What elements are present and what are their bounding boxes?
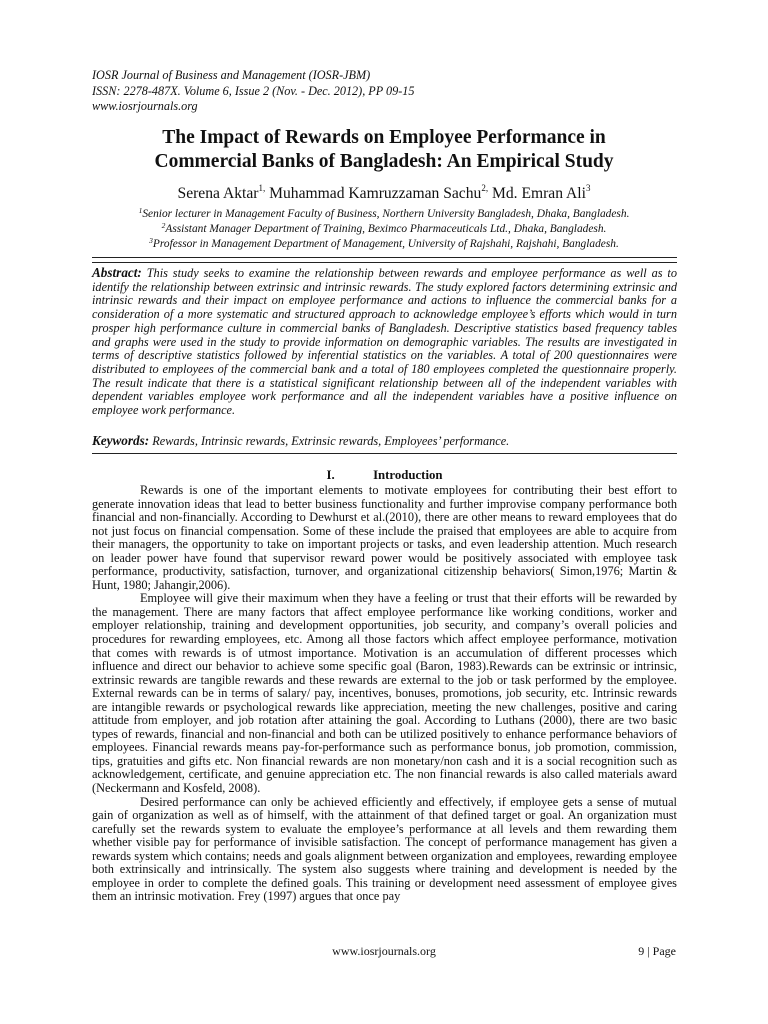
journal-header — [92, 68, 692, 115]
paper-title — [84, 126, 684, 174]
author-sup: 1, — [258, 183, 266, 193]
keywords-rule — [92, 453, 677, 454]
abstract — [92, 266, 677, 418]
author-sup: 2, — [481, 183, 489, 193]
journal-name: IOSR Journal of Business and Management (IOSR-JBM) — [92, 68, 371, 82]
affiliation-line — [84, 222, 684, 237]
affiliation-sup: 1 — [138, 206, 143, 215]
author-name: Serena Aktar — [177, 185, 259, 202]
abstract-top-rule — [92, 257, 677, 258]
body-text — [92, 484, 677, 904]
affiliation-sup: 3 — [149, 235, 153, 245]
section-title: Introduction — [373, 468, 443, 482]
author-list — [84, 184, 684, 204]
paragraph: Employee will give their maximum when they have a feeling or trust that their efforts will be rewarded by the management. There are many factors that affect employee performance like working conditions, worker and employer relationship, training and development opportunities, job security, and company’s overall policies and procedures for rewarding employees, etc. Among all those factors which affect employee performance, motivation that comes with rewards is of utmost importance. Motivation is an accumulation of different processes which influence and direct our behavior to achieve some specific goal (Baron, 1983).Rewards can be extrinsic or intrinsic, extrinsic rewards are tangible rewards and these rewards are external to the job or task performed by the employee. External rewards can be in terms of salary/ pay, incentives, bonuses, promotions, job security, etc. Intrinsic rewards are intangible rewards or psychological rewards like appreciation, meeting the new challenges, positive and caring attitude from employer, and job rotation after attaining the goal. According to Luthans (2000), there are two basic types of rewards, financial and non-financial and both can be utilized positively to enhance performance behaviors of employees. Financial rewards means pay-for-performance such as performance bonus, job promotion, commission, tips, gratuities and gifts etc. Non financial rewards are non monetary/non cash and it is a social recognition such as acknowledgement, certificate, and genuine appreciation etc. The non financial rewards is also called materials award (Neckermann and Kosfeld, 2008). — [92, 591, 677, 796]
affiliation-sup: 2 — [161, 220, 166, 230]
author-name: Muhammad Kamruzzaman Sachu — [269, 185, 482, 202]
abstract-top-rule-inner — [92, 262, 677, 263]
author-sup: 3 — [585, 183, 591, 193]
affiliation-text: Assistant Manager Department of Training, Beximco Pharmaceuticals Ltd., Dhaka, Bangladesh. — [165, 222, 607, 235]
keywords — [92, 434, 677, 448]
title-line-1: The Impact of Rewards on Employee Performance in — [162, 127, 606, 148]
affiliations — [84, 207, 684, 251]
journal-website: www.iosrjournals.org — [92, 99, 198, 113]
paragraph: Rewards is one of the important elements to motivate employees for contributing their best effort to generate innovation ideas that lead to better business functionality and further improvise company performance both financial and non-financially. According to Dewhurst et al.(2010), there are other means to reward employees that do not just focus on financial compensation. Some of these include the praised that employees are able to acquire from their managers, the opportunity to take on important projects or tasks, and even leadership attention. Much research on leader power have found that supervisor reward power would be positively associated with employee task performance, productivity, satisfaction, turnover, and organizational citizenship behaviors( Simon,1976; Martin & Hunt, 1980; Jahangir,2006). — [92, 483, 677, 592]
section-heading — [92, 467, 677, 483]
footer-url: www.iosrjournals.org — [332, 944, 436, 958]
affiliation-line — [84, 207, 684, 222]
title-line-2: Commercial Banks of Bangladesh: An Empirical Study — [154, 151, 614, 172]
footer-page-number: 9 | Page — [638, 944, 676, 958]
abstract-label: Abstract: — [92, 265, 142, 280]
keywords-text: Rewards, Intrinsic rewards, Extrinsic rewards, Employees’ performance. — [152, 434, 510, 448]
author-name: Md. Emran Ali — [491, 185, 586, 202]
paragraph: Desired performance can only be achieved efficiently and effectively, if employee gets a sense of mutual gain of organization as well as of himself, with the attainment of that defined target or goal. An organization must carefully set the rewards system to evaluate the employee’s performance at all levels and them rewarding them whether visible pay for performance of invisible satisfaction. The concept of performance management has given a rewards system which contains; needs and goals alignment between organization and employees, rewarding employee both extrinsically and intrinsically. The system also suggests where training and development is needed by the employee in order to complete the defined goals. This training or development need assessment of employee gives them an intrinsic motivation. Frey (1997) argues that once pay — [92, 794, 677, 904]
affiliation-text: Professor in Management Department of Management, University of Rajshahi, Rajshahi, Bangladesh. — [152, 237, 619, 250]
affiliation-text: Senior lecturer in Management Faculty of Business, Northern University Bangladesh, Dhaka, Bangladesh. — [142, 208, 630, 220]
section-number: I. — [326, 468, 335, 482]
abstract-text: This study seeks to examine the relationship between rewards and employee performance as well as to identify the relationship between extrinsic and intrinsic rewards. The study explored factors determining extrinsic and intrinsic rewards and their impact on employee performance and actions to influence the commercial banks for a consideration of a more systematic and structured approach to acknowledge employee’s efforts which would in turn prosper high performance culture in commercial banks of Bangladesh. Descriptive statistics based frequency tables and graphs were used in the study to provide information on demographic variables. The results are investigated in terms of descriptive statistics followed by inferential statistics on the variables. A total of 200 questionnaires were distributed to employees of the commercial bank and a total of 180 employees completed the questionnaire properly. The result indicate that there is a statistical significant relationship between all of the independent variables with dependent variables employee work performance and all the independent variables have a positive influence on employee work performance. — [92, 266, 677, 418]
journal-issn: ISSN: 2278-487X. Volume 6, Issue 2 (Nov. - Dec. 2012), PP 09-15 — [92, 83, 415, 98]
affiliation-line — [84, 237, 684, 252]
keywords-label: Keywords: — [92, 433, 150, 448]
